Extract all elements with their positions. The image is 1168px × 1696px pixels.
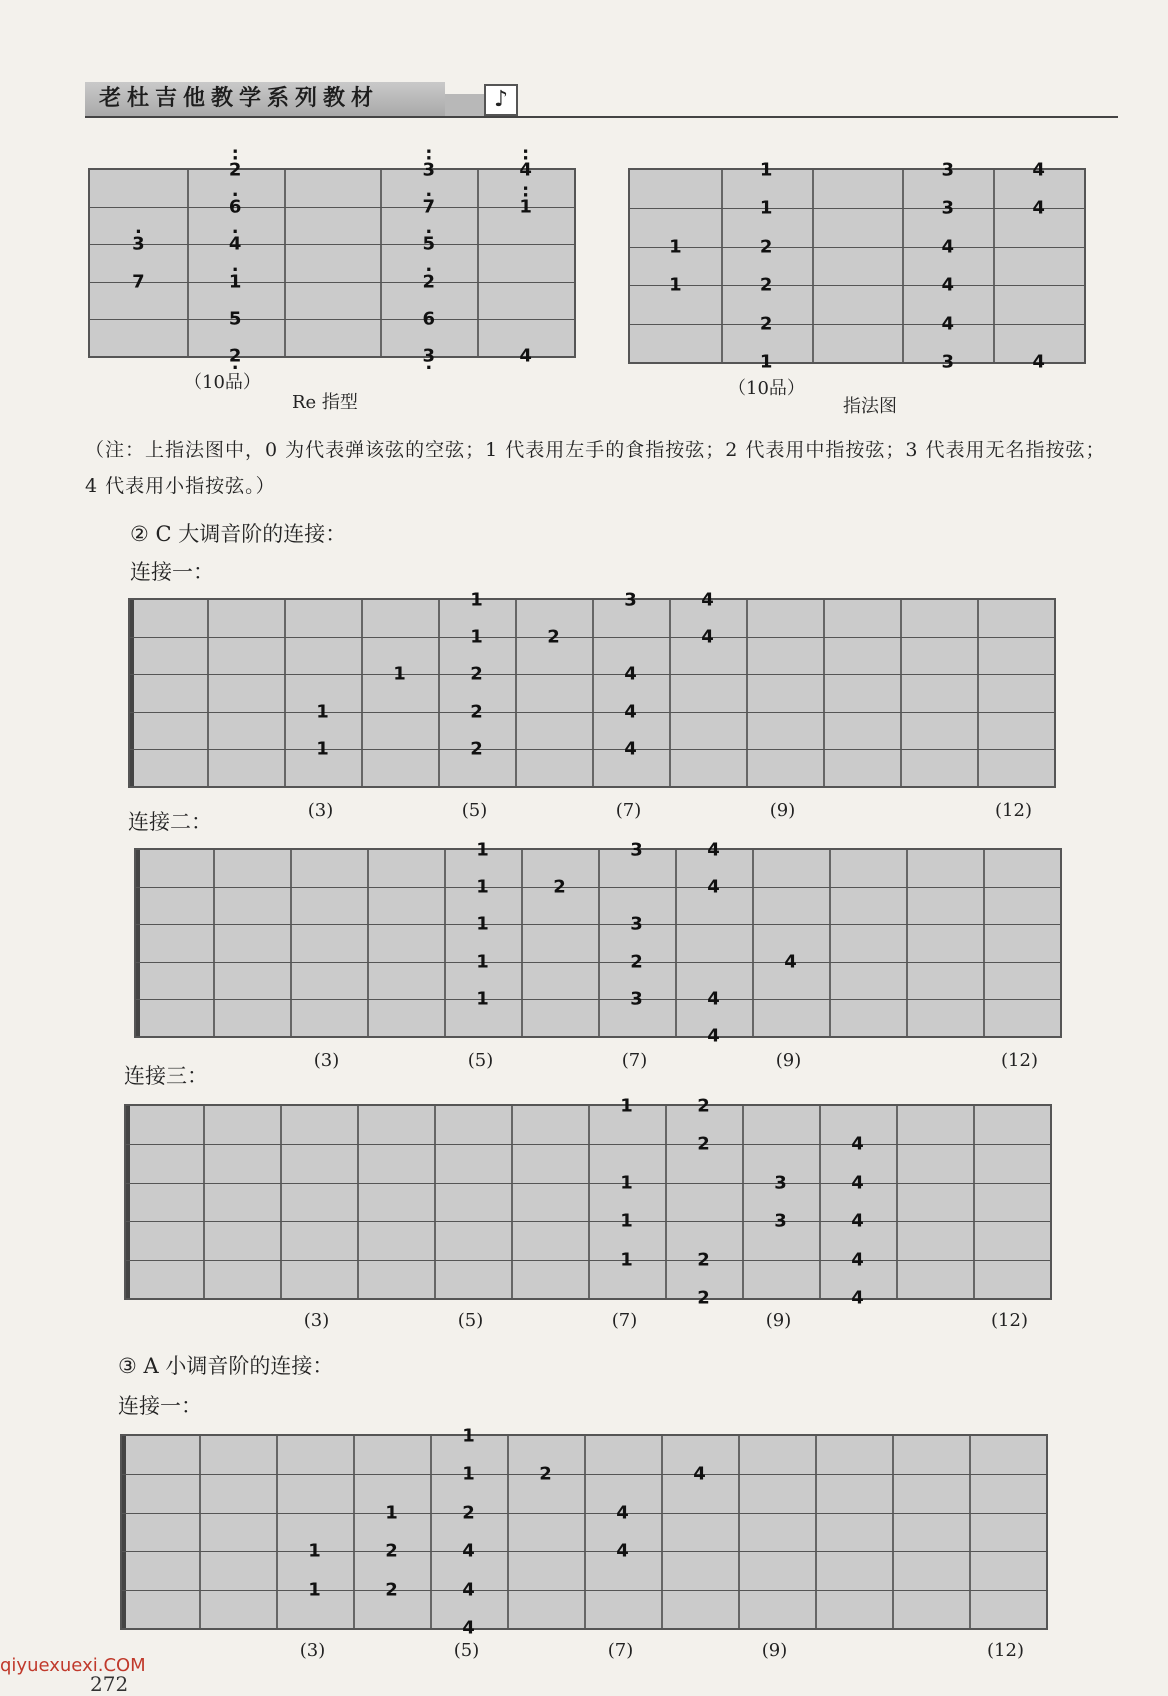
finger-mark: 1 xyxy=(308,1540,321,1562)
finger-mark: 4 xyxy=(851,1133,864,1155)
fret-number: (3) xyxy=(307,800,334,821)
finger-mark: 1 xyxy=(759,159,773,181)
fret-line xyxy=(973,1106,975,1298)
finger-mark: 4 xyxy=(1032,197,1045,219)
fret-line xyxy=(444,850,446,1036)
finger-mark: 4 xyxy=(707,839,720,861)
fret-line xyxy=(280,1106,282,1298)
section-a-minor-title: ③ A 小调音阶的连接： xyxy=(118,1354,334,1378)
finger-mark: 2 xyxy=(470,701,483,723)
finger-mark: 2 xyxy=(759,313,773,335)
fret-line xyxy=(819,1106,821,1298)
finger-mark: 4 xyxy=(462,1617,475,1639)
finger-mark: 2 xyxy=(697,1133,710,1155)
finger-mark: 1 xyxy=(476,988,489,1010)
finger-mark: 1 xyxy=(470,626,483,648)
string-line xyxy=(630,247,1084,248)
c-major-connection-2-fretboard xyxy=(134,839,1062,1047)
string-line xyxy=(122,1513,1046,1514)
fret-line xyxy=(438,600,440,786)
fret-line xyxy=(515,600,517,786)
finger-mark: 3 xyxy=(774,1172,787,1194)
board-label-3: 连接三： xyxy=(124,1064,208,1088)
fret-line xyxy=(969,1436,971,1628)
finger-mark: 3 xyxy=(624,589,637,611)
finger-mark: 3 xyxy=(630,839,643,861)
fret-number: (12) xyxy=(995,800,1032,821)
series-title: 老杜吉他教学系列教材 xyxy=(85,82,445,116)
fret-line xyxy=(983,850,985,1036)
fret-number: (7) xyxy=(611,1310,638,1331)
string-line xyxy=(130,674,1054,675)
finger-mark: 2 xyxy=(462,1502,475,1524)
string-line xyxy=(126,1221,1050,1222)
finger-mark: 4 xyxy=(616,1502,629,1524)
finger-mark: 1 xyxy=(462,1425,475,1447)
finger-mark: 1 xyxy=(759,197,773,219)
finger-mark: 1 xyxy=(308,1579,321,1601)
finger-mark: · 5 xyxy=(423,234,436,255)
string-line xyxy=(630,208,1084,209)
finger-mark: 4 xyxy=(941,313,955,335)
fret-line xyxy=(665,1106,667,1298)
string-line xyxy=(136,924,1060,925)
fret-number: (7) xyxy=(607,1640,634,1661)
fret-line xyxy=(900,600,902,786)
re-pattern-title: Re 指型 xyxy=(292,392,358,413)
finger-mark: 1 xyxy=(669,236,682,258)
finger-mark: 3 xyxy=(630,988,643,1010)
finger-mark: 4 xyxy=(616,1540,629,1562)
fret-number: (5) xyxy=(457,1310,484,1331)
fret-line xyxy=(203,1106,205,1298)
finger-mark: 4 xyxy=(462,1579,475,1601)
finger-mark: 1 xyxy=(462,1463,475,1485)
string-line xyxy=(122,1474,1046,1475)
finger-mark: : 3 xyxy=(423,160,436,181)
finger-mark: 1 xyxy=(476,839,489,861)
finger-mark: 4 xyxy=(693,1463,706,1485)
string-line xyxy=(126,1183,1050,1184)
fret-line xyxy=(430,1436,432,1628)
fret-line xyxy=(584,1436,586,1628)
string-line xyxy=(136,999,1060,1000)
finger-mark: 2 xyxy=(553,876,566,898)
fret-line xyxy=(187,170,189,356)
fret-line xyxy=(746,600,748,786)
nut-line xyxy=(126,1106,130,1298)
finger-mark: 2 xyxy=(539,1463,552,1485)
fret-line xyxy=(669,600,671,786)
fret-line xyxy=(598,850,600,1036)
finger-mark: : 1 xyxy=(519,197,532,218)
string-line xyxy=(130,637,1054,638)
finger-mark: 4 xyxy=(701,626,714,648)
string-line xyxy=(130,712,1054,713)
finger-mark: 2 xyxy=(697,1287,710,1309)
finger-mark: · 4 xyxy=(229,234,242,255)
fret-caption-right: （10品） xyxy=(728,378,805,399)
fingering-fretboard xyxy=(628,159,1086,373)
re-pattern-fretboard xyxy=(88,159,576,367)
page-number: 272 xyxy=(90,1672,129,1696)
finger-mark: 2 xyxy=(470,738,483,760)
fret-line xyxy=(434,1106,436,1298)
fret-number: (9) xyxy=(765,1310,792,1331)
fret-line xyxy=(507,1436,509,1628)
fret-line xyxy=(357,1106,359,1298)
fret-number: (5) xyxy=(467,1050,494,1071)
a-minor-connection-1-fretboard xyxy=(120,1425,1048,1639)
fret-line xyxy=(892,1436,894,1628)
finger-mark: 5 xyxy=(228,308,242,330)
watermark-logo: qiyuexuexi.COM xyxy=(0,1655,146,1676)
finger-mark: 1 xyxy=(393,663,406,685)
fret-line xyxy=(353,1436,355,1628)
string-line xyxy=(130,749,1054,750)
fret-line xyxy=(738,1436,740,1628)
finger-mark: 2 xyxy=(385,1579,398,1601)
fingering-title: 指法图 xyxy=(843,396,897,417)
nut-line xyxy=(136,850,140,1036)
finger-mark: 4 xyxy=(784,951,797,973)
fret-line xyxy=(829,850,831,1036)
finger-mark: 4 xyxy=(1032,351,1045,373)
fret-line xyxy=(207,600,209,786)
finger-mark: 3 xyxy=(774,1210,787,1232)
section-c-major-title: ② C 大调音阶的连接： xyxy=(130,522,347,546)
finger-mark: 1 xyxy=(476,951,489,973)
fret-line xyxy=(592,600,594,786)
fret-number: (3) xyxy=(299,1640,326,1661)
finger-mark: 2 xyxy=(470,663,483,685)
fret-number: (5) xyxy=(461,800,488,821)
finger-mark: 1 xyxy=(759,351,773,373)
finger-mark: 3 xyxy=(630,913,643,935)
finger-mark: 2 xyxy=(697,1249,710,1271)
string-line xyxy=(90,244,574,245)
header-rule xyxy=(85,116,1118,118)
fret-number: (7) xyxy=(615,800,642,821)
fret-line xyxy=(284,600,286,786)
string-line xyxy=(122,1551,1046,1552)
board-label-1: 连接一： xyxy=(130,560,214,584)
string-line xyxy=(630,285,1084,286)
fret-number: (12) xyxy=(991,1310,1028,1331)
c-major-connection-3-fretboard xyxy=(124,1095,1052,1309)
finger-mark: 1 xyxy=(316,738,329,760)
fret-line xyxy=(993,170,995,362)
fret-line xyxy=(977,600,979,786)
finger-mark: 4 xyxy=(707,876,720,898)
fret-line xyxy=(290,850,292,1036)
finger-mark: 4 xyxy=(851,1249,864,1271)
finger-mark: : 4 xyxy=(519,160,532,181)
string-line xyxy=(630,324,1084,325)
string-line xyxy=(126,1260,1050,1261)
board-label-4: 连接一： xyxy=(118,1394,202,1418)
finger-mark: · 1 xyxy=(229,271,242,292)
string-line xyxy=(136,962,1060,963)
fret-line xyxy=(588,1106,590,1298)
fret-number: (9) xyxy=(761,1640,788,1661)
fret-line xyxy=(477,170,479,356)
finger-mark: 1 xyxy=(620,1172,633,1194)
fret-number: (3) xyxy=(303,1310,330,1331)
finger-mark: 1 xyxy=(316,701,329,723)
finger-mark: 1 xyxy=(669,274,682,296)
fret-line xyxy=(902,170,904,362)
finger-mark: · 3 xyxy=(132,234,145,255)
string-line xyxy=(90,282,574,283)
fret-line xyxy=(742,1106,744,1298)
finger-mark: 4 xyxy=(851,1210,864,1232)
fret-line xyxy=(906,850,908,1036)
finger-mark: 1 xyxy=(476,876,489,898)
finger-mark: 4 xyxy=(624,738,637,760)
finger-mark: 4 xyxy=(701,589,714,611)
finger-mark: · 7 xyxy=(423,197,436,218)
finger-mark: 7 xyxy=(132,271,145,293)
fret-number: (12) xyxy=(1001,1050,1038,1071)
finger-mark: 4 xyxy=(519,345,532,367)
finger-mark: 4 xyxy=(624,663,637,685)
finger-mark: 2 xyxy=(697,1095,710,1117)
finger-mark: 4 xyxy=(462,1540,475,1562)
guitar-icon: ♪ xyxy=(484,84,518,116)
fret-line xyxy=(361,600,363,786)
fret-line xyxy=(896,1106,898,1298)
finger-mark: 4 xyxy=(851,1172,864,1194)
fret-number: (9) xyxy=(769,800,796,821)
finger-mark: 1 xyxy=(476,913,489,935)
finger-mark: 4 xyxy=(941,236,955,258)
fret-line xyxy=(752,850,754,1036)
string-line xyxy=(122,1590,1046,1591)
header-tab-decoration xyxy=(445,94,485,116)
fret-line xyxy=(721,170,723,362)
fret-line xyxy=(511,1106,513,1298)
c-major-connection-1-fretboard xyxy=(128,589,1056,788)
string-line xyxy=(126,1144,1050,1145)
finger-mark: 6 xyxy=(422,308,436,330)
finger-mark: · 6 xyxy=(229,197,242,218)
fret-line xyxy=(276,1436,278,1628)
finger-mark: 4 xyxy=(851,1287,864,1309)
fret-caption-left: （10品） xyxy=(184,372,261,393)
string-line xyxy=(136,887,1060,888)
fret-line xyxy=(675,850,677,1036)
fingering-note: （注：上指法图中，0 为代表弹该弦的空弦；1 代表用左手的食指按弦；2 代表用中指按弦；3 代表用无名指按弦；4 代表用小指按弦。） xyxy=(85,439,1106,497)
finger-mark: 2 xyxy=(759,274,773,296)
fret-line xyxy=(521,850,523,1036)
fret-line xyxy=(812,170,814,362)
board-label-2: 连接二： xyxy=(128,810,212,834)
finger-mark: 3 xyxy=(941,351,955,373)
finger-mark: 4 xyxy=(941,274,955,296)
finger-mark: 1 xyxy=(385,1502,398,1524)
finger-mark: 3 · xyxy=(423,346,436,367)
string-line xyxy=(90,319,574,320)
fret-line xyxy=(661,1436,663,1628)
fret-number: (5) xyxy=(453,1640,480,1661)
finger-mark: 2 xyxy=(385,1540,398,1562)
finger-mark: 4 xyxy=(1032,159,1045,181)
fret-line xyxy=(213,850,215,1036)
fret-number: (3) xyxy=(313,1050,340,1071)
finger-mark: 1 xyxy=(620,1095,633,1117)
finger-mark: 2 xyxy=(759,236,773,258)
fret-line xyxy=(815,1436,817,1628)
nut-line xyxy=(130,600,134,786)
finger-mark: 2 · xyxy=(229,346,242,367)
finger-mark: 1 xyxy=(470,589,483,611)
string-line xyxy=(90,207,574,208)
finger-mark: 3 xyxy=(941,159,955,181)
fret-number: (12) xyxy=(987,1640,1024,1661)
finger-mark: 2 xyxy=(547,626,560,648)
finger-mark: 1 xyxy=(620,1249,633,1271)
finger-mark: 1 xyxy=(620,1210,633,1232)
finger-mark: 4 xyxy=(624,701,637,723)
finger-mark: 4 xyxy=(707,988,720,1010)
fret-number: (7) xyxy=(621,1050,648,1071)
finger-mark: 2 xyxy=(630,951,643,973)
finger-mark: 3 xyxy=(941,197,955,219)
fret-line xyxy=(199,1436,201,1628)
finger-mark: · 2 xyxy=(423,271,436,292)
finger-mark: : 2 xyxy=(229,160,242,181)
fret-number: (9) xyxy=(775,1050,802,1071)
nut-line xyxy=(122,1436,126,1628)
fret-line xyxy=(284,170,286,356)
fret-line xyxy=(380,170,382,356)
fret-line xyxy=(823,600,825,786)
fret-line xyxy=(367,850,369,1036)
finger-mark: 4 xyxy=(707,1025,720,1047)
